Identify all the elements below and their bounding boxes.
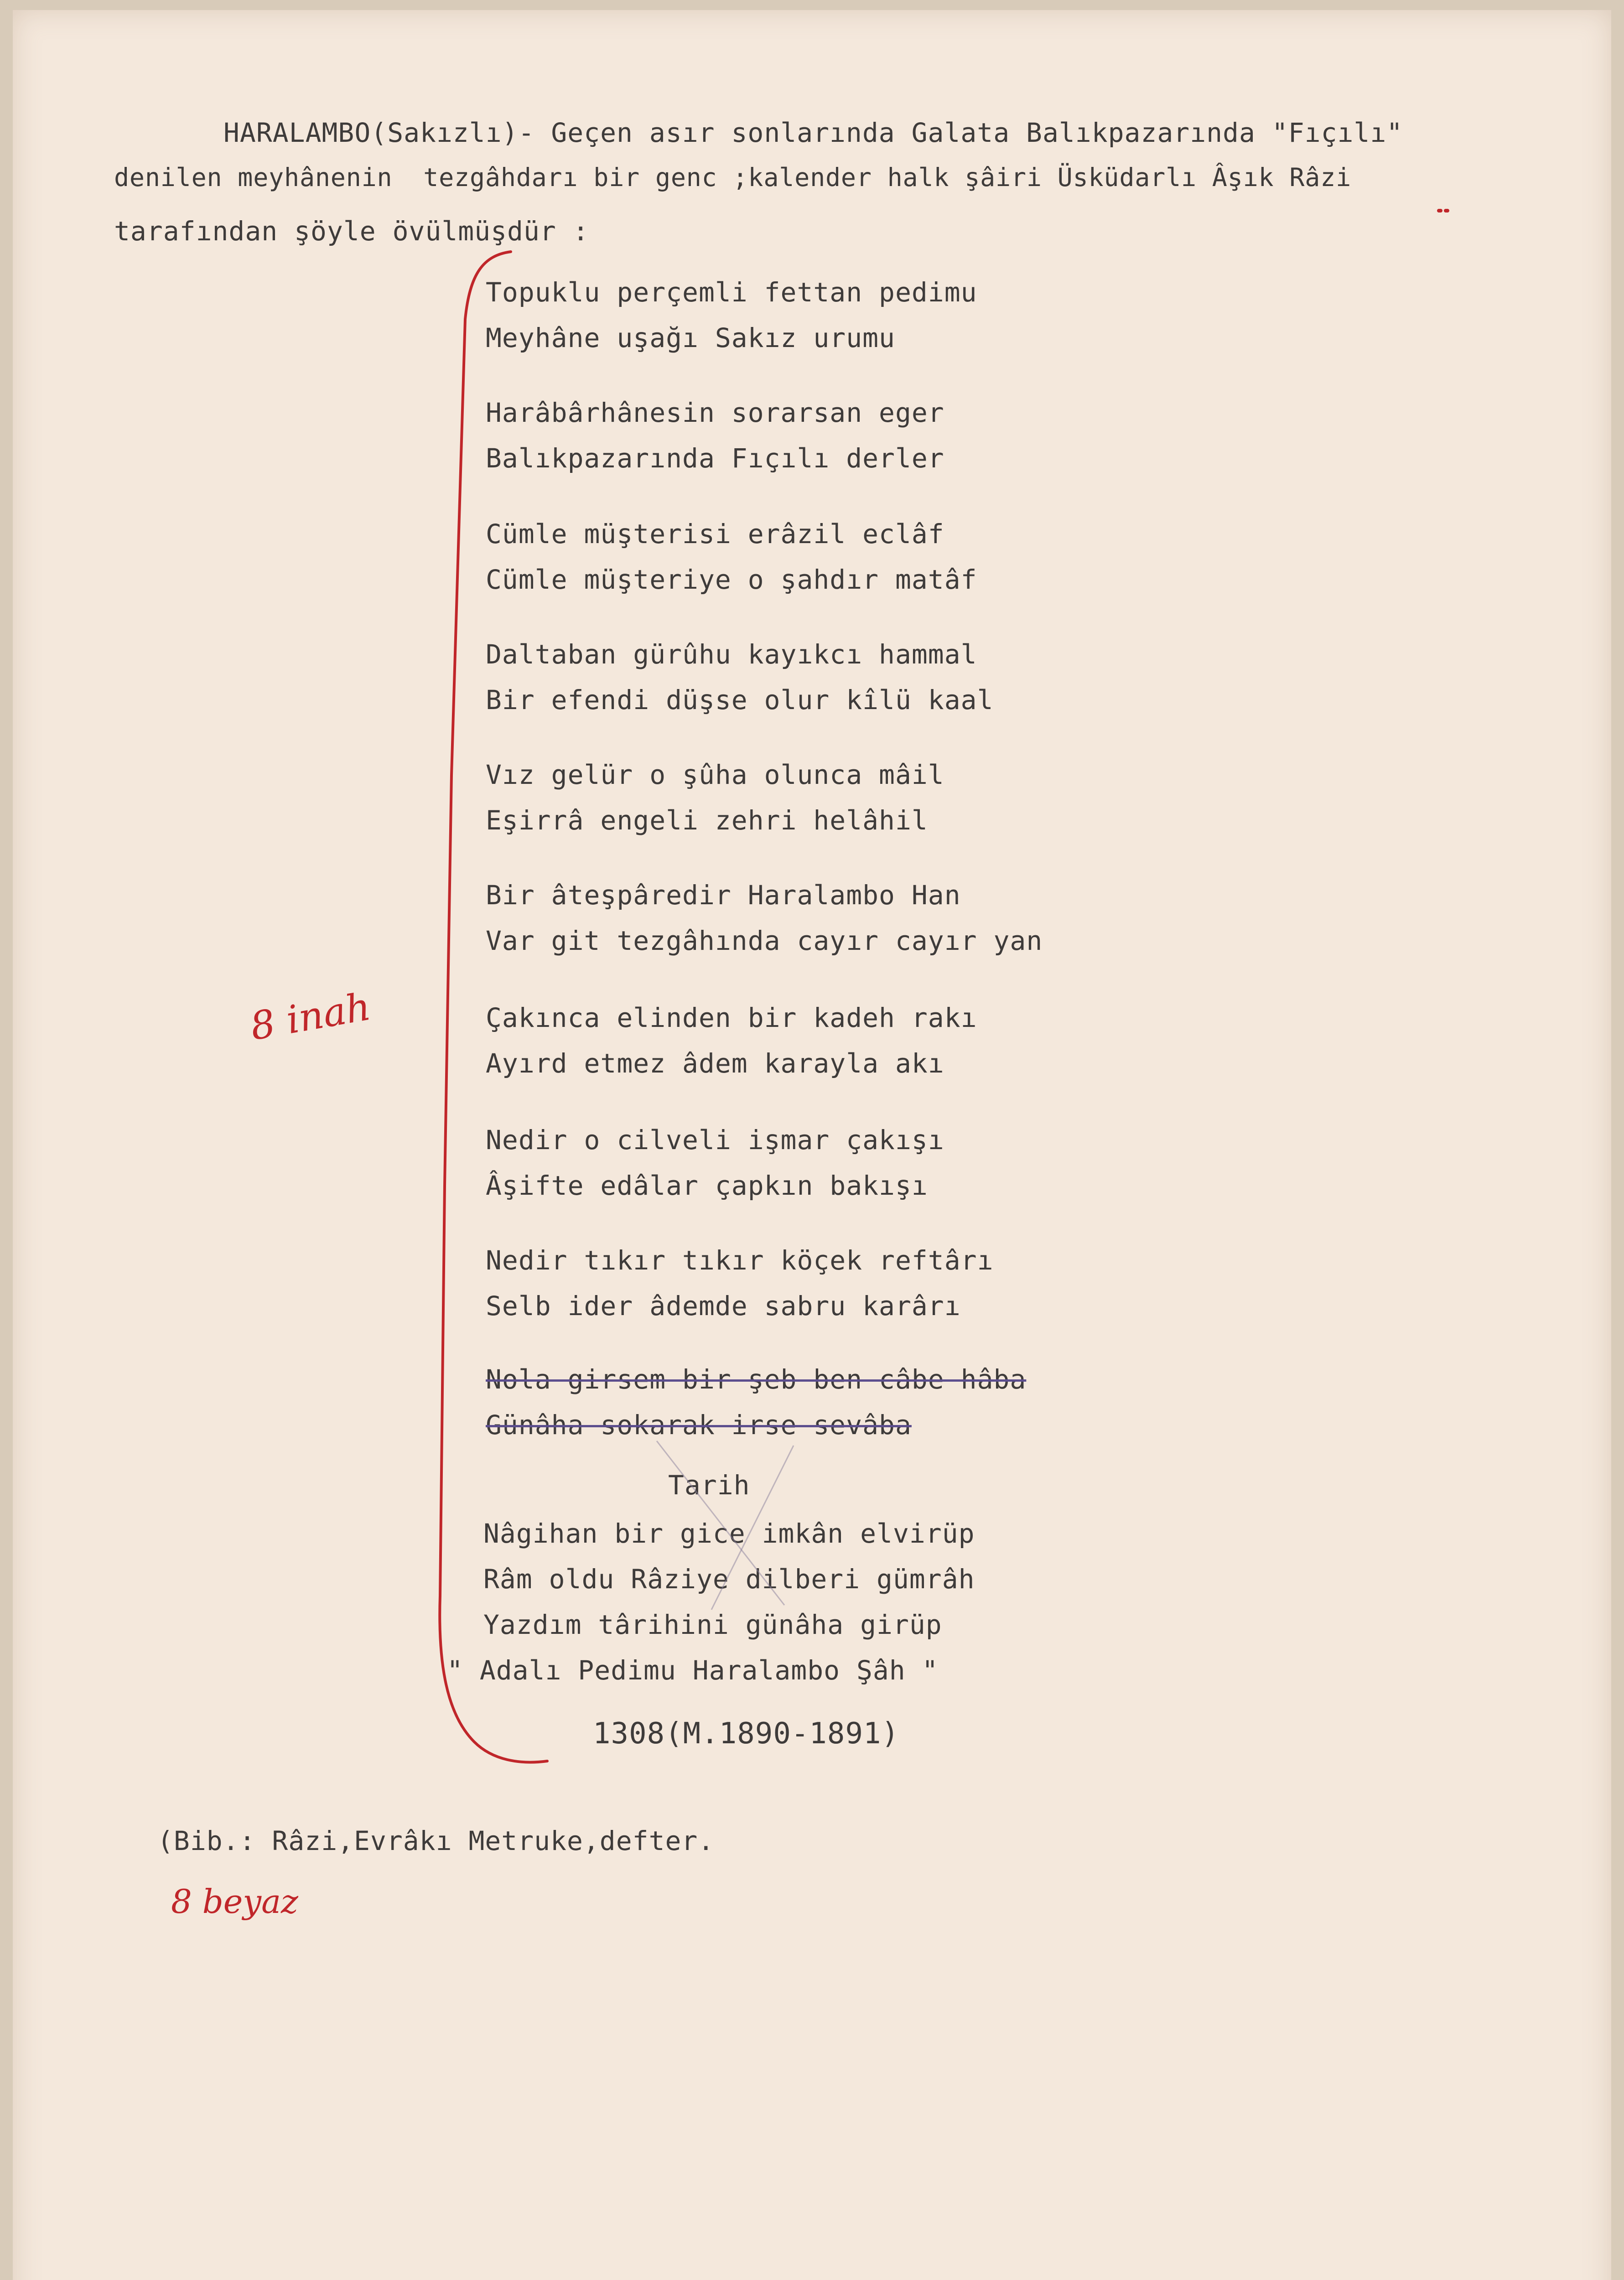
poem-line: Bir efendi düşse olur kîlü kaal xyxy=(486,684,994,715)
struck-poem-line: Günâha sokarak irse sevâba xyxy=(486,1409,912,1441)
tarih-date: 1308(M.1890-1891) xyxy=(593,1717,900,1751)
tarih-line: Yazdım târihini günâha girüp xyxy=(483,1609,942,1640)
poem-line: Daltaban gürûhu kayıkcı hammal xyxy=(486,639,977,670)
poem-line: Nedir o cilveli işmar çakışı xyxy=(486,1124,944,1156)
bibliography: (Bib.: Râzi,Evrâkı Metruke,defter. xyxy=(157,1825,715,1856)
poem-line: Topuklu perçemli fettan pedimu xyxy=(486,277,977,308)
tarih-line: Nâgihan bir gice imkân elvirüp xyxy=(483,1518,975,1549)
poem-line: Selb ider âdemde sabru karârı xyxy=(486,1290,961,1321)
intro-line-3: tarafından şöyle övülmüşdür : xyxy=(114,216,589,247)
poem-line: Meyhâne uşağı Sakız urumu xyxy=(486,322,895,353)
intro-line-2: denilen meyhânenin tezgâhdarı bir genc ;kalender halk şâiri Üsküdarlı Âşık Râzi xyxy=(114,163,1352,192)
poem-line: Var git tezgâhında cayır cayır yan xyxy=(486,925,1043,956)
intro-line-1: HARALAMBO(Sakızlı)- Geçen asır sonlarında Galata Balıkpazarında "Fıçılı" xyxy=(223,117,1403,148)
tarih-heading: Tarih xyxy=(668,1470,750,1501)
struck-poem-line: Nola girsem bir şeb ben câbe hâba xyxy=(486,1364,1027,1395)
tarih-line: " Adalı Pedimu Haralambo Şâh " xyxy=(447,1655,939,1686)
margin-note-bottom: 8 beyaz xyxy=(171,1882,298,1921)
poem-line: Harâbârhânesin sorarsan eger xyxy=(486,397,944,428)
poem-line: Vız gelür o şûha olunca mâil xyxy=(486,759,944,790)
poem-line: Cümle müşterisi erâzil eclâf xyxy=(486,518,944,549)
tarih-line: Râm oldu Râziye dilberi gümrâh xyxy=(483,1564,975,1595)
poem-line: Çakınca elinden bir kadeh rakı xyxy=(486,1002,977,1033)
poem-line: Nedir tıkır tıkır köçek reftârı xyxy=(486,1245,994,1276)
poem-line: Eşirrâ engeli zehri helâhil xyxy=(486,805,928,836)
poem-line: Ayırd etmez âdem karayla akı xyxy=(486,1048,944,1079)
poem-line: Cümle müşteriye o şahdır matâf xyxy=(486,564,977,595)
poem-line: Bir âteşpâredir Haralambo Han xyxy=(486,880,961,911)
poem-line: Âşifte edâlar çapkın bakışı xyxy=(486,1170,928,1201)
margin-note-left: 8 inah xyxy=(247,984,374,1049)
poem-line: Balıkpazarında Fıçılı derler xyxy=(486,443,944,474)
